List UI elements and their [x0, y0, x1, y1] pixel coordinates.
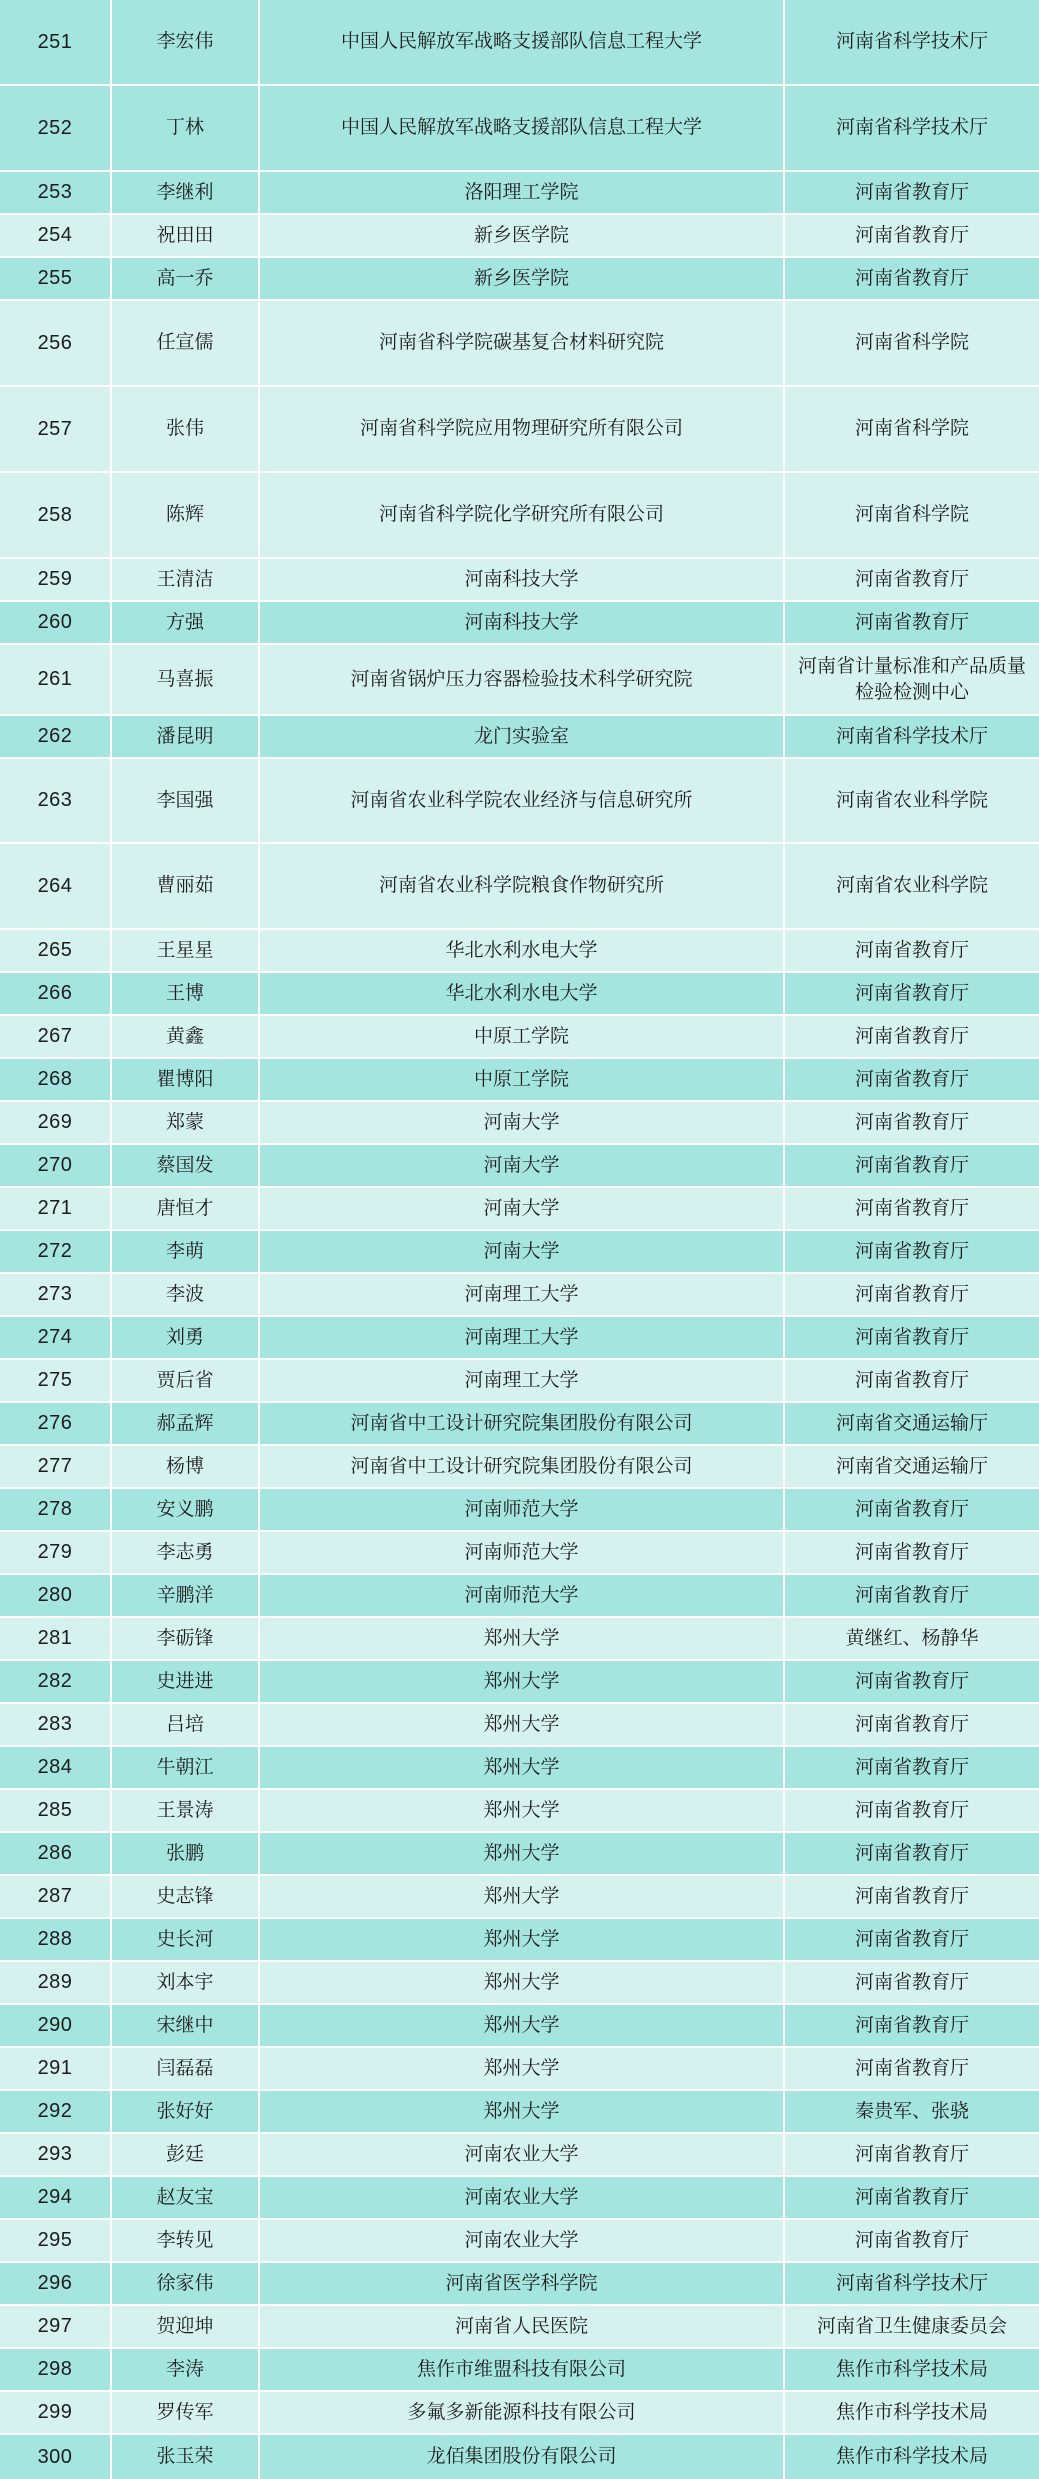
- cell-work-unit: 郑州大学: [260, 2048, 785, 2089]
- cell-serial-number: 270: [0, 1145, 112, 1186]
- cell-serial-number: 268: [0, 1059, 112, 1100]
- cell-work-unit: 龙门实验室: [260, 716, 785, 757]
- cell-work-unit: 河南大学: [260, 1188, 785, 1229]
- cell-serial-number: 273: [0, 1274, 112, 1315]
- table-row: [0, 1059, 1039, 1102]
- cell-serial-number: 252: [0, 86, 112, 170]
- table-row: [0, 759, 1039, 844]
- cell-recommending-unit: 河南省教育厅: [854, 1584, 969, 1606]
- cell-work-unit: 郑州大学: [260, 1833, 785, 1874]
- cell-person-name: 李国强: [112, 759, 260, 842]
- cell-work-unit: 郑州大学: [260, 1962, 785, 2003]
- cell-serial-number: 298: [0, 2349, 112, 2390]
- cell-recommending-unit: 河南省计量标准和产品质量检验检测中心: [797, 655, 1026, 703]
- cell-person-name: 王清洁: [112, 559, 260, 600]
- cell-serial-number: 282: [0, 1661, 112, 1702]
- cell-work-unit: 郑州大学: [260, 1618, 785, 1659]
- cell-work-unit: 中国人民解放军战略支援部队信息工程大学: [260, 86, 785, 170]
- cell-work-unit: 河南理工大学: [260, 1360, 785, 1401]
- cell-recommending-unit: 河南省教育厅: [854, 1498, 969, 1520]
- table-row: [0, 86, 1039, 172]
- cell-person-name: 杨博: [112, 1446, 260, 1487]
- table-row: [0, 1661, 1039, 1704]
- cell-recommending-unit: 河南省教育厅: [854, 1240, 969, 1262]
- cell-serial-number: 286: [0, 1833, 112, 1874]
- cell-recommending-unit: 河南省教育厅: [854, 568, 969, 590]
- cell-person-name: 王星星: [112, 930, 260, 971]
- cell-person-name: 徐家伟: [112, 2263, 260, 2304]
- table-row: [0, 1274, 1039, 1317]
- cell-person-name: 李波: [112, 1274, 260, 1315]
- cell-person-name: 刘勇: [112, 1317, 260, 1358]
- cell-work-unit: 河南省科学院应用物理研究所有限公司: [260, 387, 785, 471]
- cell-recommending-unit: 河南省教育厅: [854, 1326, 969, 1348]
- cell-work-unit: 河南理工大学: [260, 1274, 785, 1315]
- cell-recommending-unit: 河南省教育厅: [854, 1541, 969, 1563]
- cell-serial-number: 285: [0, 1790, 112, 1831]
- cell-person-name: 蔡国发: [112, 1145, 260, 1186]
- table-row: [0, 1231, 1039, 1274]
- cell-person-name: 宋继中: [112, 2005, 260, 2046]
- cell-serial-number: 256: [0, 301, 112, 385]
- cell-serial-number: 264: [0, 844, 112, 928]
- cell-work-unit: 郑州大学: [260, 2005, 785, 2046]
- table-row: [0, 1919, 1039, 1962]
- cell-serial-number: 297: [0, 2306, 112, 2347]
- cell-person-name: 贾后省: [112, 1360, 260, 1401]
- cell-work-unit: 河南师范大学: [260, 1575, 785, 1616]
- cell-recommending-unit: 河南省交通运输厅: [835, 1455, 988, 1477]
- cell-recommending-unit: 焦作市科学技术局: [835, 2446, 988, 2468]
- cell-recommending-unit: 河南省教育厅: [854, 1111, 969, 1133]
- cell-recommending-unit: 河南省教育厅: [854, 2229, 969, 2251]
- cell-work-unit: 中国人民解放军战略支援部队信息工程大学: [260, 0, 785, 84]
- cell-work-unit: 郑州大学: [260, 1747, 785, 1788]
- cell-serial-number: 258: [0, 473, 112, 557]
- cell-person-name: 彭廷: [112, 2134, 260, 2175]
- cell-person-name: 吕培: [112, 1704, 260, 1745]
- table-row: [0, 2048, 1039, 2091]
- cell-serial-number: 284: [0, 1747, 112, 1788]
- table-row: [0, 2134, 1039, 2177]
- cell-serial-number: 283: [0, 1704, 112, 1745]
- cell-serial-number: 251: [0, 0, 112, 84]
- table-row: [0, 844, 1039, 930]
- table-row: [0, 172, 1039, 215]
- cell-person-name: 瞿博阳: [112, 1059, 260, 1100]
- table-row: [0, 1532, 1039, 1575]
- cell-work-unit: 河南省中工设计研究院集团股份有限公司: [260, 1446, 785, 1487]
- cell-serial-number: 274: [0, 1317, 112, 1358]
- cell-recommending-unit: 河南省教育厅: [854, 1971, 969, 1993]
- cell-person-name: 李萌: [112, 1231, 260, 1272]
- cell-work-unit: 河南省人民医院: [260, 2306, 785, 2347]
- cell-serial-number: 263: [0, 759, 112, 842]
- cell-person-name: 史志锋: [112, 1876, 260, 1917]
- cell-person-name: 辛鹏洋: [112, 1575, 260, 1616]
- cell-person-name: 李转见: [112, 2220, 260, 2261]
- cell-serial-number: 269: [0, 1102, 112, 1143]
- table-row: [0, 1016, 1039, 1059]
- table-row: [0, 930, 1039, 973]
- table-row: [0, 1876, 1039, 1919]
- cell-recommending-unit: 河南省教育厅: [854, 1670, 969, 1692]
- cell-recommending-unit: 河南省科学院: [854, 504, 969, 526]
- cell-recommending-unit: 河南省教育厅: [854, 1756, 969, 1778]
- cell-work-unit: 中原工学院: [260, 1016, 785, 1057]
- cell-serial-number: 296: [0, 2263, 112, 2304]
- table-row: [0, 1704, 1039, 1747]
- cell-recommending-unit: 河南省教育厅: [854, 1885, 969, 1907]
- cell-recommending-unit: 河南省教育厅: [854, 2186, 969, 2208]
- cell-person-name: 李涛: [112, 2349, 260, 2390]
- cell-recommending-unit: 焦作市科学技术局: [835, 2358, 988, 2380]
- table-row: [0, 215, 1039, 258]
- cell-recommending-unit: 河南省农业科学院: [835, 789, 988, 811]
- cell-person-name: 史长河: [112, 1919, 260, 1960]
- cell-work-unit: 河南师范大学: [260, 1489, 785, 1530]
- cell-recommending-unit: 河南省教育厅: [854, 1068, 969, 1090]
- cell-person-name: 刘本宇: [112, 1962, 260, 2003]
- cell-recommending-unit: 河南省教育厅: [854, 1799, 969, 1821]
- table-row: [0, 716, 1039, 759]
- cell-work-unit: 焦作市维盟科技有限公司: [260, 2349, 785, 2390]
- cell-work-unit: 郑州大学: [260, 1919, 785, 1960]
- cell-recommending-unit: 河南省科学技术厅: [835, 117, 988, 139]
- cell-person-name: 祝田田: [112, 215, 260, 256]
- cell-work-unit: 河南农业大学: [260, 2134, 785, 2175]
- cell-serial-number: 267: [0, 1016, 112, 1057]
- cell-serial-number: 262: [0, 716, 112, 757]
- cell-recommending-unit: 河南省交通运输厅: [835, 1412, 988, 1434]
- cell-work-unit: 河南省农业科学院农业经济与信息研究所: [260, 759, 785, 842]
- table-row: [0, 1618, 1039, 1661]
- cell-person-name: 史进进: [112, 1661, 260, 1702]
- cell-work-unit: 河南农业大学: [260, 2177, 785, 2218]
- cell-serial-number: 300: [0, 2435, 112, 2479]
- cell-serial-number: 281: [0, 1618, 112, 1659]
- cell-serial-number: 293: [0, 2134, 112, 2175]
- cell-serial-number: 299: [0, 2392, 112, 2433]
- cell-person-name: 唐恒才: [112, 1188, 260, 1229]
- cell-recommending-unit: 河南省教育厅: [854, 181, 969, 203]
- table-row: [0, 2263, 1039, 2306]
- table-row: [0, 1145, 1039, 1188]
- cell-serial-number: 265: [0, 930, 112, 971]
- cell-person-name: 黄鑫: [112, 1016, 260, 1057]
- cell-work-unit: 华北水利水电大学: [260, 930, 785, 971]
- cell-person-name: 闫磊磊: [112, 2048, 260, 2089]
- cell-serial-number: 271: [0, 1188, 112, 1229]
- table-row: [0, 301, 1039, 387]
- cell-recommending-unit: 河南省教育厅: [854, 224, 969, 246]
- cell-work-unit: 华北水利水电大学: [260, 973, 785, 1014]
- cell-serial-number: 294: [0, 2177, 112, 2218]
- cell-work-unit: 河南大学: [260, 1231, 785, 1272]
- cell-work-unit: 河南省中工设计研究院集团股份有限公司: [260, 1403, 785, 1444]
- cell-recommending-unit: 河南省教育厅: [854, 1369, 969, 1391]
- cell-work-unit: 龙佰集团股份有限公司: [260, 2435, 785, 2479]
- cell-recommending-unit: 河南省教育厅: [854, 611, 969, 633]
- cell-work-unit: 洛阳理工学院: [260, 172, 785, 213]
- table-row: [0, 1833, 1039, 1876]
- cell-work-unit: 河南科技大学: [260, 559, 785, 600]
- table-row: [0, 2177, 1039, 2220]
- cell-work-unit: 河南理工大学: [260, 1317, 785, 1358]
- cell-serial-number: 291: [0, 2048, 112, 2089]
- cell-recommending-unit: 河南省教育厅: [854, 1154, 969, 1176]
- cell-work-unit: 新乡医学院: [260, 258, 785, 299]
- cell-serial-number: 288: [0, 1919, 112, 1960]
- table-row: [0, 2091, 1039, 2134]
- cell-recommending-unit: 河南省科学院: [854, 332, 969, 354]
- cell-work-unit: 河南省医学科学院: [260, 2263, 785, 2304]
- cell-recommending-unit: 河南省教育厅: [854, 1197, 969, 1219]
- cell-serial-number: 272: [0, 1231, 112, 1272]
- cell-recommending-unit: 河南省农业科学院: [835, 875, 988, 897]
- cell-serial-number: 275: [0, 1360, 112, 1401]
- cell-work-unit: 多氟多新能源科技有限公司: [260, 2392, 785, 2433]
- table-row: [0, 0, 1039, 86]
- cell-work-unit: 郑州大学: [260, 1704, 785, 1745]
- cell-person-name: 郑蒙: [112, 1102, 260, 1143]
- table-row: [0, 387, 1039, 473]
- cell-work-unit: 新乡医学院: [260, 215, 785, 256]
- table-row: [0, 258, 1039, 301]
- cell-serial-number: 266: [0, 973, 112, 1014]
- cell-serial-number: 277: [0, 1446, 112, 1487]
- cell-work-unit: 河南省锅炉压力容器检验技术科学研究院: [260, 645, 785, 714]
- cell-person-name: 曹丽茹: [112, 844, 260, 928]
- cell-person-name: 高一乔: [112, 258, 260, 299]
- cell-recommending-unit: 河南省科学技术厅: [835, 31, 988, 53]
- table-row: [0, 973, 1039, 1016]
- cell-serial-number: 280: [0, 1575, 112, 1616]
- cell-work-unit: 郑州大学: [260, 1661, 785, 1702]
- cell-person-name: 张伟: [112, 387, 260, 471]
- table-row: [0, 602, 1039, 645]
- cell-person-name: 王景涛: [112, 1790, 260, 1831]
- table-row: [0, 1360, 1039, 1403]
- cell-work-unit: 河南省科学院碳基复合材料研究院: [260, 301, 785, 385]
- cell-work-unit: 河南大学: [260, 1145, 785, 1186]
- table-row: [0, 473, 1039, 559]
- cell-recommending-unit: 河南省教育厅: [854, 1025, 969, 1047]
- cell-serial-number: 260: [0, 602, 112, 643]
- cell-person-name: 王博: [112, 973, 260, 1014]
- cell-recommending-unit: 河南省教育厅: [854, 1842, 969, 1864]
- cell-person-name: 马喜振: [112, 645, 260, 714]
- cell-serial-number: 290: [0, 2005, 112, 2046]
- table-row: [0, 1403, 1039, 1446]
- cell-recommending-unit: 河南省教育厅: [854, 2143, 969, 2165]
- table-row: [0, 2005, 1039, 2048]
- cell-serial-number: 255: [0, 258, 112, 299]
- cell-person-name: 罗传军: [112, 2392, 260, 2433]
- table-row: [0, 2220, 1039, 2263]
- cell-serial-number: 253: [0, 172, 112, 213]
- table-row: [0, 1489, 1039, 1532]
- cell-work-unit: 河南师范大学: [260, 1532, 785, 1573]
- cell-serial-number: 259: [0, 559, 112, 600]
- cell-work-unit: 郑州大学: [260, 1790, 785, 1831]
- cell-person-name: 李继利: [112, 172, 260, 213]
- table-row: [0, 1790, 1039, 1833]
- table-row: [0, 1962, 1039, 2005]
- cell-recommending-unit: 河南省教育厅: [854, 267, 969, 289]
- table-row: [0, 1102, 1039, 1145]
- cell-work-unit: 河南省农业科学院粮食作物研究所: [260, 844, 785, 928]
- table-row: [0, 2349, 1039, 2392]
- cell-person-name: 张玉荣: [112, 2435, 260, 2479]
- cell-work-unit: 河南大学: [260, 1102, 785, 1143]
- cell-recommending-unit: 河南省卫生健康委员会: [816, 2315, 1007, 2337]
- cell-recommending-unit: 河南省教育厅: [854, 1283, 969, 1305]
- table-row: [0, 1317, 1039, 1360]
- cell-recommending-unit: 黄继红、杨静华: [845, 1627, 979, 1649]
- cell-person-name: 张好好: [112, 2091, 260, 2132]
- cell-work-unit: 河南省科学院化学研究所有限公司: [260, 473, 785, 557]
- cell-person-name: 贺迎坤: [112, 2306, 260, 2347]
- cell-person-name: 潘昆明: [112, 716, 260, 757]
- table-row: [0, 1446, 1039, 1489]
- cell-recommending-unit: 河南省教育厅: [854, 2014, 969, 2036]
- cell-person-name: 郝孟辉: [112, 1403, 260, 1444]
- cell-serial-number: 289: [0, 1962, 112, 2003]
- cell-person-name: 安义鹏: [112, 1489, 260, 1530]
- cell-serial-number: 254: [0, 215, 112, 256]
- cell-serial-number: 276: [0, 1403, 112, 1444]
- cell-recommending-unit: 河南省科学院: [854, 418, 969, 440]
- cell-recommending-unit: 河南省教育厅: [854, 939, 969, 961]
- cell-person-name: 陈辉: [112, 473, 260, 557]
- cell-work-unit: 中原工学院: [260, 1059, 785, 1100]
- cell-serial-number: 292: [0, 2091, 112, 2132]
- cell-work-unit: 郑州大学: [260, 1876, 785, 1917]
- cell-recommending-unit: 秦贵军、张骁: [854, 2100, 969, 2122]
- cell-person-name: 牛朝江: [112, 1747, 260, 1788]
- table-row: [0, 2306, 1039, 2349]
- cell-person-name: 赵友宝: [112, 2177, 260, 2218]
- cell-serial-number: 257: [0, 387, 112, 471]
- table-row: [0, 645, 1039, 716]
- cell-person-name: 李志勇: [112, 1532, 260, 1573]
- cell-work-unit: 河南科技大学: [260, 602, 785, 643]
- cell-person-name: 李砺锋: [112, 1618, 260, 1659]
- cell-recommending-unit: 河南省科学技术厅: [835, 2272, 988, 2294]
- cell-serial-number: 279: [0, 1532, 112, 1573]
- cell-person-name: 张鹏: [112, 1833, 260, 1874]
- cell-serial-number: 295: [0, 2220, 112, 2261]
- cell-person-name: 李宏伟: [112, 0, 260, 84]
- cell-serial-number: 278: [0, 1489, 112, 1530]
- cell-recommending-unit: 河南省教育厅: [854, 1928, 969, 1950]
- table-row: [0, 1188, 1039, 1231]
- table-row: [0, 2392, 1039, 2435]
- cell-recommending-unit: 河南省科学技术厅: [835, 725, 988, 747]
- table-row: [0, 559, 1039, 602]
- cell-serial-number: 287: [0, 1876, 112, 1917]
- table-row: [0, 1575, 1039, 1618]
- cell-serial-number: 261: [0, 645, 112, 714]
- cell-work-unit: 郑州大学: [260, 2091, 785, 2132]
- cell-person-name: 方强: [112, 602, 260, 643]
- cell-recommending-unit: 河南省教育厅: [854, 1713, 969, 1735]
- cell-person-name: 任宣儒: [112, 301, 260, 385]
- cell-work-unit: 河南农业大学: [260, 2220, 785, 2261]
- table-row: [0, 2435, 1039, 2479]
- table-row: [0, 1747, 1039, 1790]
- cell-person-name: 丁林: [112, 86, 260, 170]
- cell-recommending-unit: 河南省教育厅: [854, 2057, 969, 2079]
- cell-recommending-unit: 河南省教育厅: [854, 982, 969, 1004]
- cell-recommending-unit: 焦作市科学技术局: [835, 2401, 988, 2423]
